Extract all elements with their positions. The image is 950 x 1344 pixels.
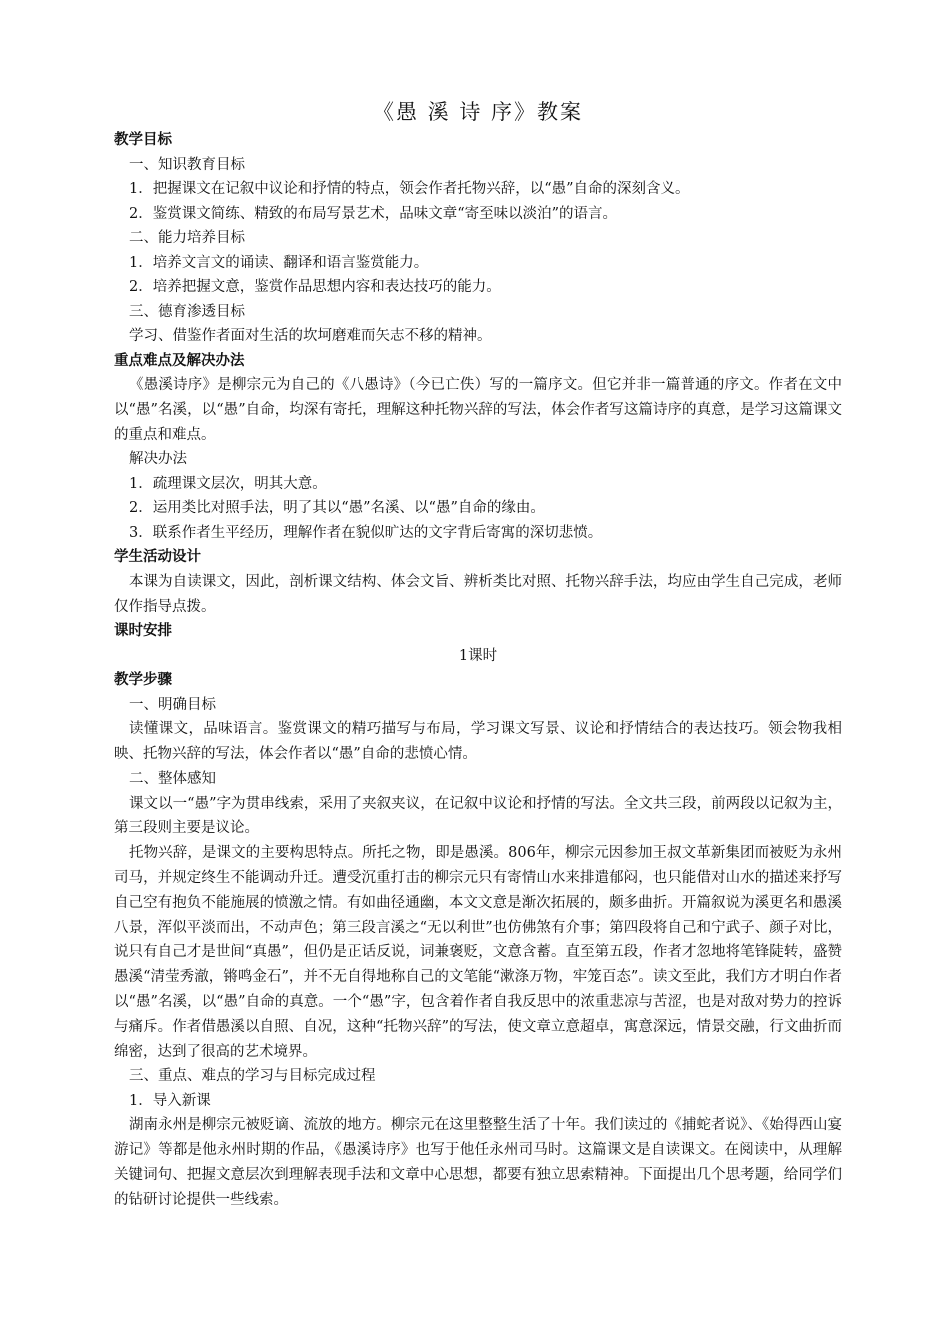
document-title: 《愚 溪 诗 序》教案 — [372, 100, 584, 124]
step1-title: 一、明确目标 — [129, 696, 216, 713]
subheading-solution: 解决办法 — [129, 451, 187, 468]
heading-schedule: 课时安排 — [114, 623, 172, 640]
key-points-paragraph: 《愚溪诗序》是柳宗元为自己的《八愚诗》（今已亡佚）写的一篇序文。但它并非一篇普通的序文。作者在文中以“愚”名溪，以“愚”自命，均深有寄托，理解这种托物兴辞的写法，体会作者写这篇诗序的真意，是学习这篇课文的重点和难点。 — [114, 377, 842, 443]
schedule-value: 1课时 — [458, 647, 498, 664]
step2-paragraph-2: 托物兴辞，是课文的主要构思特点。所托之物，即是愚溪。806年，柳宗元因参加王叔文革新集团而被贬为永州司马，并规定终生不能调动升迁。遭受沉重打击的柳宗元只有寄情山水来排遣郁闷，也只能借对山水的描述来抒写自己空有抱负不能施展的愤激之情。有如曲径通幽，本文文意是渐次拓展的，颇多曲折。开篇叙说为溪更名和愚溪八景，浑似平淡而出，不动声色；第三段言溪之“无以利世”也仿佛煞有介事；第四段将自己和宁武子、颜子对比，说只有自己才是世间“真愚”，但仍是正话反说，词兼褒贬，文意含蓄。直至第五段，作者才忽地将笔锋陡转，盛赞愚溪“清莹秀澈，锵鸣金石”，并不无自得地称自己的文笔能“漱涤万物，牢笼百态”。读文至此，我们方才明白作者以“愚”名溪，以“愚”自命的真意。一个“愚”字，包含着作者自我反思中的浓重悲凉与苦涩，也是对敌对势力的控诉与痛斥。作者借愚溪以自照、自况，这种“托物兴辞”的写法，使文章立意超卓，寓意深远，情景交融，行文曲折而绵密，达到了很高的艺术境界。 — [114, 845, 842, 1060]
heading-teaching-goals: 教学目标 — [114, 132, 172, 148]
step1-paragraph: 读懂课文，品味语言。鉴赏课文的精巧描写与布局，学习课文写景、议论和抒情结合的表达技巧。领会物我相映、托物兴辞的写法，体会作者以“愚”自命的悲愤心情。 — [114, 721, 842, 763]
subheading-knowledge: 一、知识教育目标 — [129, 156, 245, 173]
subheading-ability: 二、能力培养目标 — [129, 230, 245, 246]
subheading-moral: 三、德育渗透目标 — [129, 303, 245, 320]
step2-title: 二、整体感知 — [129, 771, 216, 788]
solution-item-2: 2．运用类比对照手法，明了其以“愚”名溪、以“愚”自命的缘由。 — [129, 500, 545, 517]
solution-item-1: 1．疏理课文层次，明其大意。 — [129, 475, 327, 492]
heading-key-points: 重点难点及解决办法 — [114, 352, 245, 369]
knowledge-item-2: 2．鉴赏课文简练、精致的布局写景艺术，品味文章“寄至味以淡泊”的语言。 — [129, 205, 618, 222]
step3-paragraph: 湖南永州是柳宗元被贬谪、流放的地方。柳宗元在这里整整生活了十年。我们读过的《捕蛇者说》、《始得西山宴游记》等都是他永州时期的作品，《愚溪诗序》也写于他任永州司马时。这篇课文是自读课文。在阅读中，从理解关键词句、把握文意层次到理解表现手法和文章中心思想，都要有独立思索精神。下面提出几个思考题，给同学们的钻研讨论提供一些线索。 — [114, 1117, 842, 1208]
step2-paragraph-1: 课文以一“愚”字为贯串线索，采用了夹叙夹议，在记叙中议论和抒情的写法。全文共三段，前两段以记叙为主，第三段则主要是议论。 — [114, 795, 842, 837]
ability-item-2: 2．培养把握文意，鉴赏作品思想内容和表达技巧的能力。 — [129, 279, 501, 295]
knowledge-item-1: 1．把握课文在记叙中议论和抒情的特点，领会作者托物兴辞，以“愚”自命的深刻含义。 — [129, 181, 690, 197]
step3-subtitle: 1．导入新课 — [129, 1092, 211, 1109]
heading-student-activity: 学生活动设计 — [114, 549, 201, 566]
document-page — [114, 96, 842, 1213]
moral-text: 学习、借鉴作者面对生活的坎坷磨难而矢志不移的精神。 — [129, 328, 492, 344]
ability-item-1: 1．培养文言文的诵读、翻译和语言鉴赏能力。 — [129, 254, 429, 271]
step3-title: 三、重点、难点的学习与目标完成过程 — [129, 1068, 376, 1085]
solution-item-3: 3．联系作者生平经历，理解作者在貌似旷达的文字背后寄寓的深切悲愤。 — [129, 524, 603, 541]
student-activity-paragraph: 本课为自读课文，因此，剖析课文结构、体会文旨、辨析类比对照、托物兴辞手法，均应由学生自己完成，老师仅作指导点拨。 — [114, 573, 842, 615]
heading-teaching-steps: 教学步骤 — [114, 672, 172, 689]
